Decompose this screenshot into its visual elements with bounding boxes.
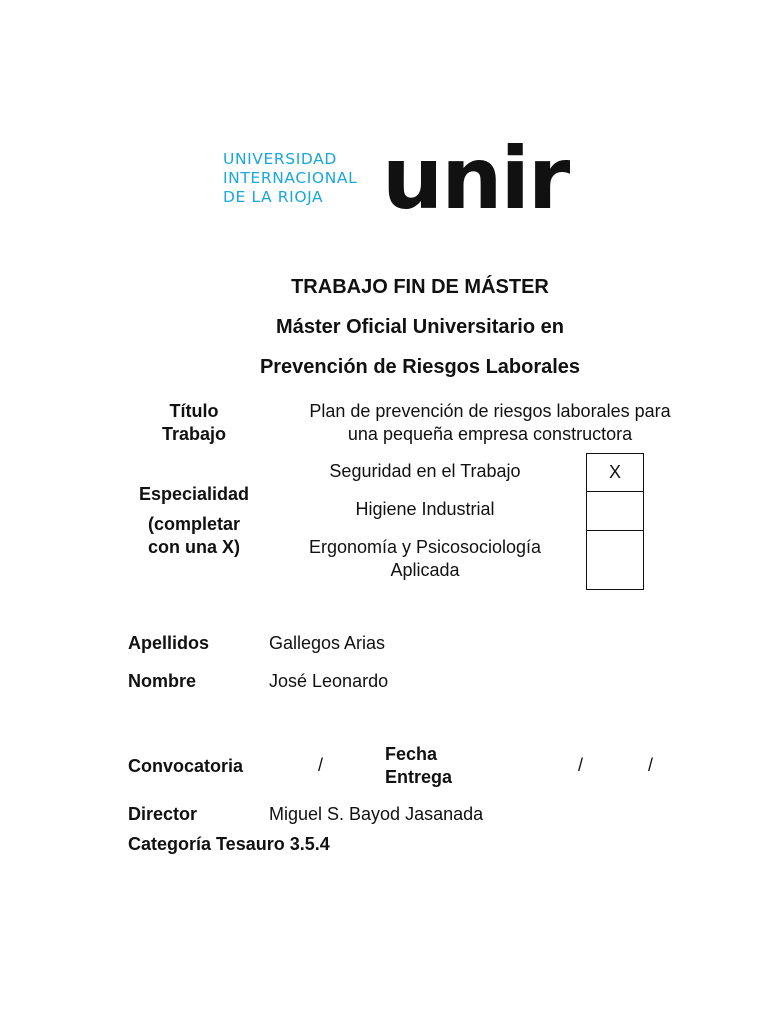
- option-ergonomia-line2: Aplicada: [390, 560, 460, 580]
- apellidos-label: Apellidos: [128, 633, 210, 653]
- logo-text-line1: UNIVERSIDAD: [223, 150, 337, 168]
- apellidos-value: Gallegos Arias: [269, 633, 386, 653]
- checkbox-ergonomia[interactable]: [586, 530, 644, 590]
- program-title-line2: Prevención de Riesgos Laborales: [259, 356, 581, 378]
- categoria-tesauro: Categoría Tesauro 3.5.4: [128, 834, 330, 854]
- fecha-entrega-label-line1: Fecha: [385, 744, 438, 764]
- titulo-value-line2: una pequeña empresa constructora: [347, 424, 633, 444]
- titulo-label-line1: Título: [169, 401, 219, 421]
- nombre-label: Nombre: [128, 671, 197, 691]
- titulo-label-line2: Trabajo: [161, 424, 227, 444]
- logo-text-line3: DE LA RIOJA: [223, 188, 324, 206]
- titulo-value-line1: Plan de prevención de riesgos laborales para: [309, 401, 671, 421]
- director-label: Director: [128, 804, 198, 824]
- logo-brand-wordmark: unir: [382, 129, 569, 229]
- especialidad-label-line2: (completar: [147, 514, 241, 534]
- document-title: TRABAJO FIN DE MÁSTER: [291, 276, 549, 298]
- convocatoria-label: Convocatoria: [128, 756, 244, 776]
- option-seguridad: Seguridad en el Trabajo: [329, 461, 521, 481]
- program-title-line1: Máster Oficial Universitario en: [276, 316, 564, 338]
- logo-text-line2: INTERNACIONAL: [223, 169, 358, 187]
- option-higiene: Higiene Industrial: [355, 499, 495, 519]
- nombre-value: José Leonardo: [269, 671, 389, 691]
- university-logo: [200, 118, 622, 236]
- checkbox-seguridad[interactable]: X: [586, 453, 644, 492]
- especialidad-label-line3: con una X): [147, 537, 240, 557]
- fecha-entrega-label-line2: Entrega: [385, 767, 453, 787]
- director-value: Miguel S. Bayod Jasanada: [269, 804, 484, 824]
- option-ergonomia-line1: Ergonomía y Psicosociología: [308, 537, 542, 557]
- especialidad-label-line1: Especialidad: [138, 484, 250, 504]
- checkbox-higiene[interactable]: [586, 491, 644, 531]
- fecha-entrega-separator-2: /: [648, 755, 654, 775]
- fecha-entrega-separator-1: /: [578, 755, 584, 775]
- convocatoria-separator: /: [318, 755, 324, 775]
